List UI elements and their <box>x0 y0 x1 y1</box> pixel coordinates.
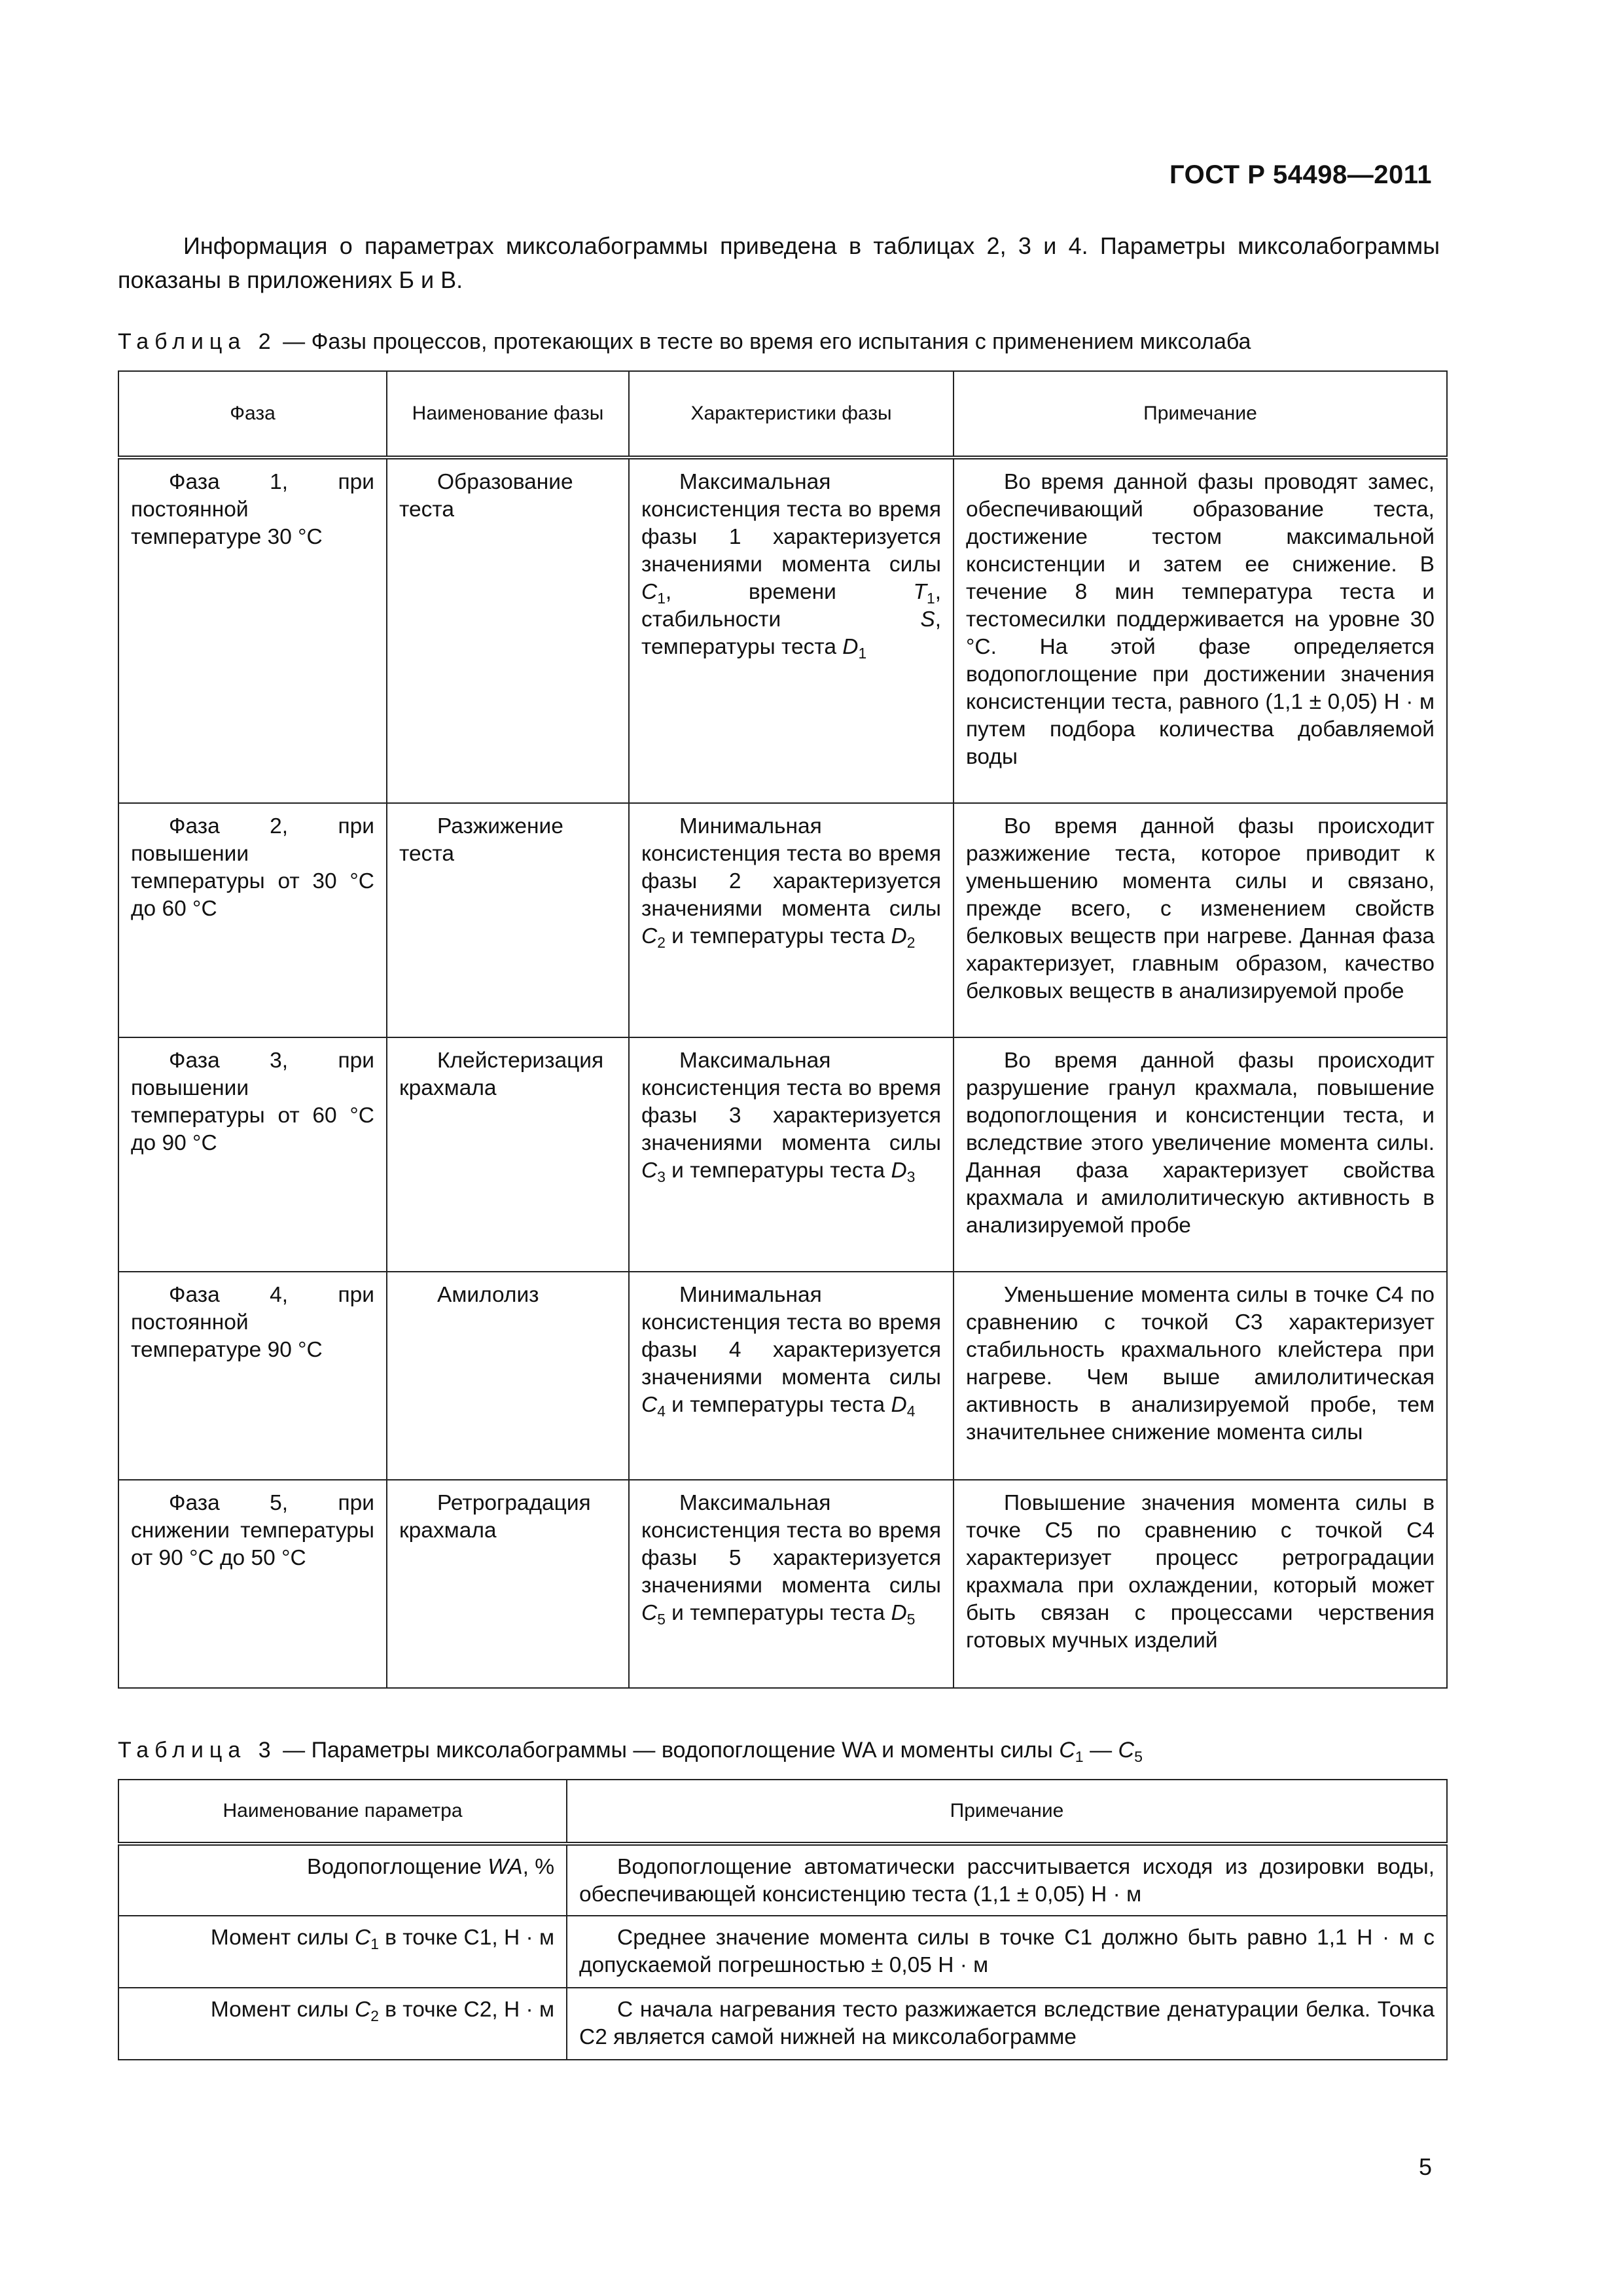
table-header-row <box>118 1780 1447 1844</box>
column-header: Наименование фазы <box>387 371 629 457</box>
table3-caption-text: — Параметры миксолабограммы — водопоглощение WA и моменты силы $C_1$ — $C_5$ <box>276 1738 1143 1765</box>
phase-cell: Фаза 3, при повышении температуры от 60 °С до 90 °С <box>131 1049 374 1155</box>
parameter-cell: Момент силы $C_1$ в точке С1, Н · м <box>210 1926 554 1952</box>
table3-caption <box>118 1738 1143 1763</box>
table2-caption-label: Таблица 2 <box>118 329 277 354</box>
column-header: Примечание <box>567 1780 1447 1844</box>
table-header-row <box>118 371 1447 457</box>
phase-cell: Фаза 2, при повышении температуры от 30 °С до 60 °С <box>131 814 374 921</box>
characteristics-cell: Минимальная консистенция теста во время фазы 4 характеризуется значениями момента силы $C_4$ и температуры теста $D_4$ <box>641 1283 941 1420</box>
parameters-table <box>118 1779 1448 2060</box>
column-header: Фаза <box>118 371 387 457</box>
characteristics-cell: Максимальная консистенция теста во время фазы 1 характеризуется значениями момента силы $C_1$, времени $T_1$, стабильности S, температуры теста $D_1$ <box>641 470 941 662</box>
parameter-cell: Момент силы $C_2$ в точке С2, Н · м <box>210 1998 554 2024</box>
table2-caption <box>118 329 1251 355</box>
table-row <box>118 457 1447 803</box>
note-cell: С начала нагревания тесто разжижается вследствие денатурации белка. Точка С2 является самой нижней на миксолабограмме <box>579 1998 1435 2049</box>
page-number: 5 <box>1418 2153 1432 2180</box>
table-row <box>118 1844 1447 1916</box>
note-cell: Среднее значение момента силы в точке С1 должно быть равно 1,1 Н · м с допускаемой погрешностью ± 0,05 Н · м <box>579 1926 1435 1977</box>
characteristics-cell: Максимальная консистенция теста во время фазы 3 характеризуется значениями момента силы $C_3$ и температуры теста $D_3$ <box>641 1049 941 1185</box>
phases-table <box>118 370 1448 1689</box>
table-row <box>118 1272 1447 1480</box>
intro-text: Информация о параметрах миксолабограммы приведена в таблицах 2, 3 и 4. Параметры миксолабограммы показаны в приложениях Б и В. <box>118 232 1440 293</box>
column-header: Наименование параметра <box>118 1780 567 1844</box>
table2-caption-text: — Фазы процессов, протекающих в тесте во время его испытания с применением миксолаба <box>276 329 1251 354</box>
table-row <box>118 1916 1447 1988</box>
note-cell: Повышение значения момента силы в точке С5 по сравнению с точкой С4 характеризует процесс ретроградации крахмала при охлаждении, который может быть связан с процессами черствения готовых мучных изделий <box>966 1491 1435 1653</box>
table-row <box>118 1037 1447 1272</box>
table-row <box>118 803 1447 1037</box>
phase-cell: Фаза 1, при постоянной температуре 30 °С <box>131 470 374 549</box>
phase-name-cell: Клейстеризация крахмала <box>399 1049 604 1100</box>
table3-caption-label: Таблица 3 <box>118 1738 277 1763</box>
phase-name-cell: Амилолиз <box>437 1283 539 1307</box>
phase-cell: Фаза 5, при снижении температуры от 90 °С до 50 °С <box>131 1491 374 1570</box>
document-code: ГОСТ Р 54498—2011 <box>1169 160 1432 189</box>
intro-paragraph <box>118 229 1440 297</box>
table-row <box>118 1480 1447 1688</box>
phase-cell: Фаза 4, при постоянной температуре 90 °С <box>131 1283 374 1362</box>
table-row <box>118 1988 1447 2060</box>
characteristics-cell: Максимальная консистенция теста во время фазы 5 характеризуется значениями момента силы $C_5$ и температуры теста $D_5$ <box>641 1491 941 1628</box>
characteristics-cell: Минимальная консистенция теста во время фазы 2 характеризуется значениями момента силы $C_2$ и температуры теста $D_2$ <box>641 814 941 951</box>
phase-name-cell: Образование теста <box>399 470 573 522</box>
note-cell: Водопоглощение автоматически рассчитывается исходя из дозировки воды, обеспечивающей консистенцию теста (1,1 ± 0,05) Н · м <box>579 1855 1435 1907</box>
note-cell: Во время данной фазы проводят замес, обеспечивающий образование теста, достижение тестом максимальной консистенции и затем ее снижение. В течение 8 мин температура теста и тестомесилки поддерживается на уровне 30 °С. На этой фазе определяется водопоглощение при достижении значения консистенции теста, равного (1,1 ± 0,05) Н · м путем подбора количества добавляемой воды <box>966 470 1435 769</box>
column-header: Примечание <box>954 371 1447 457</box>
phase-name-cell: Разжижение теста <box>399 814 563 866</box>
note-cell: Во время данной фазы происходит разжижение теста, которое приводит к уменьшению момента силы и связано, прежде всего, с изменением свойств белковых веществ при нагреве. Данная фаза характеризует, главным образом, качество белковых веществ в анализируемой пробе <box>966 814 1435 1003</box>
note-cell: Во время данной фазы происходит разрушение гранул крахмала, повышение водопоглощения и консистенции теста, и вследствие этого увеличение момента силы. Данная фаза характеризует свойства крахмала и амилолитическую активность в анализируемой пробе <box>966 1049 1435 1238</box>
note-cell: Уменьшение момента силы в точке С4 по сравнению с точкой С3 характеризует стабильность крахмального клейстера при нагреве. Чем выше амилолитическая активность в анализируемой пробе, тем значительнее снижение момента силы <box>966 1283 1435 1444</box>
column-header: Характеристики фазы <box>629 371 954 457</box>
phase-name-cell: Ретроградация крахмала <box>399 1491 591 1543</box>
parameter-cell: Водопоглощение WA, % <box>307 1855 554 1879</box>
